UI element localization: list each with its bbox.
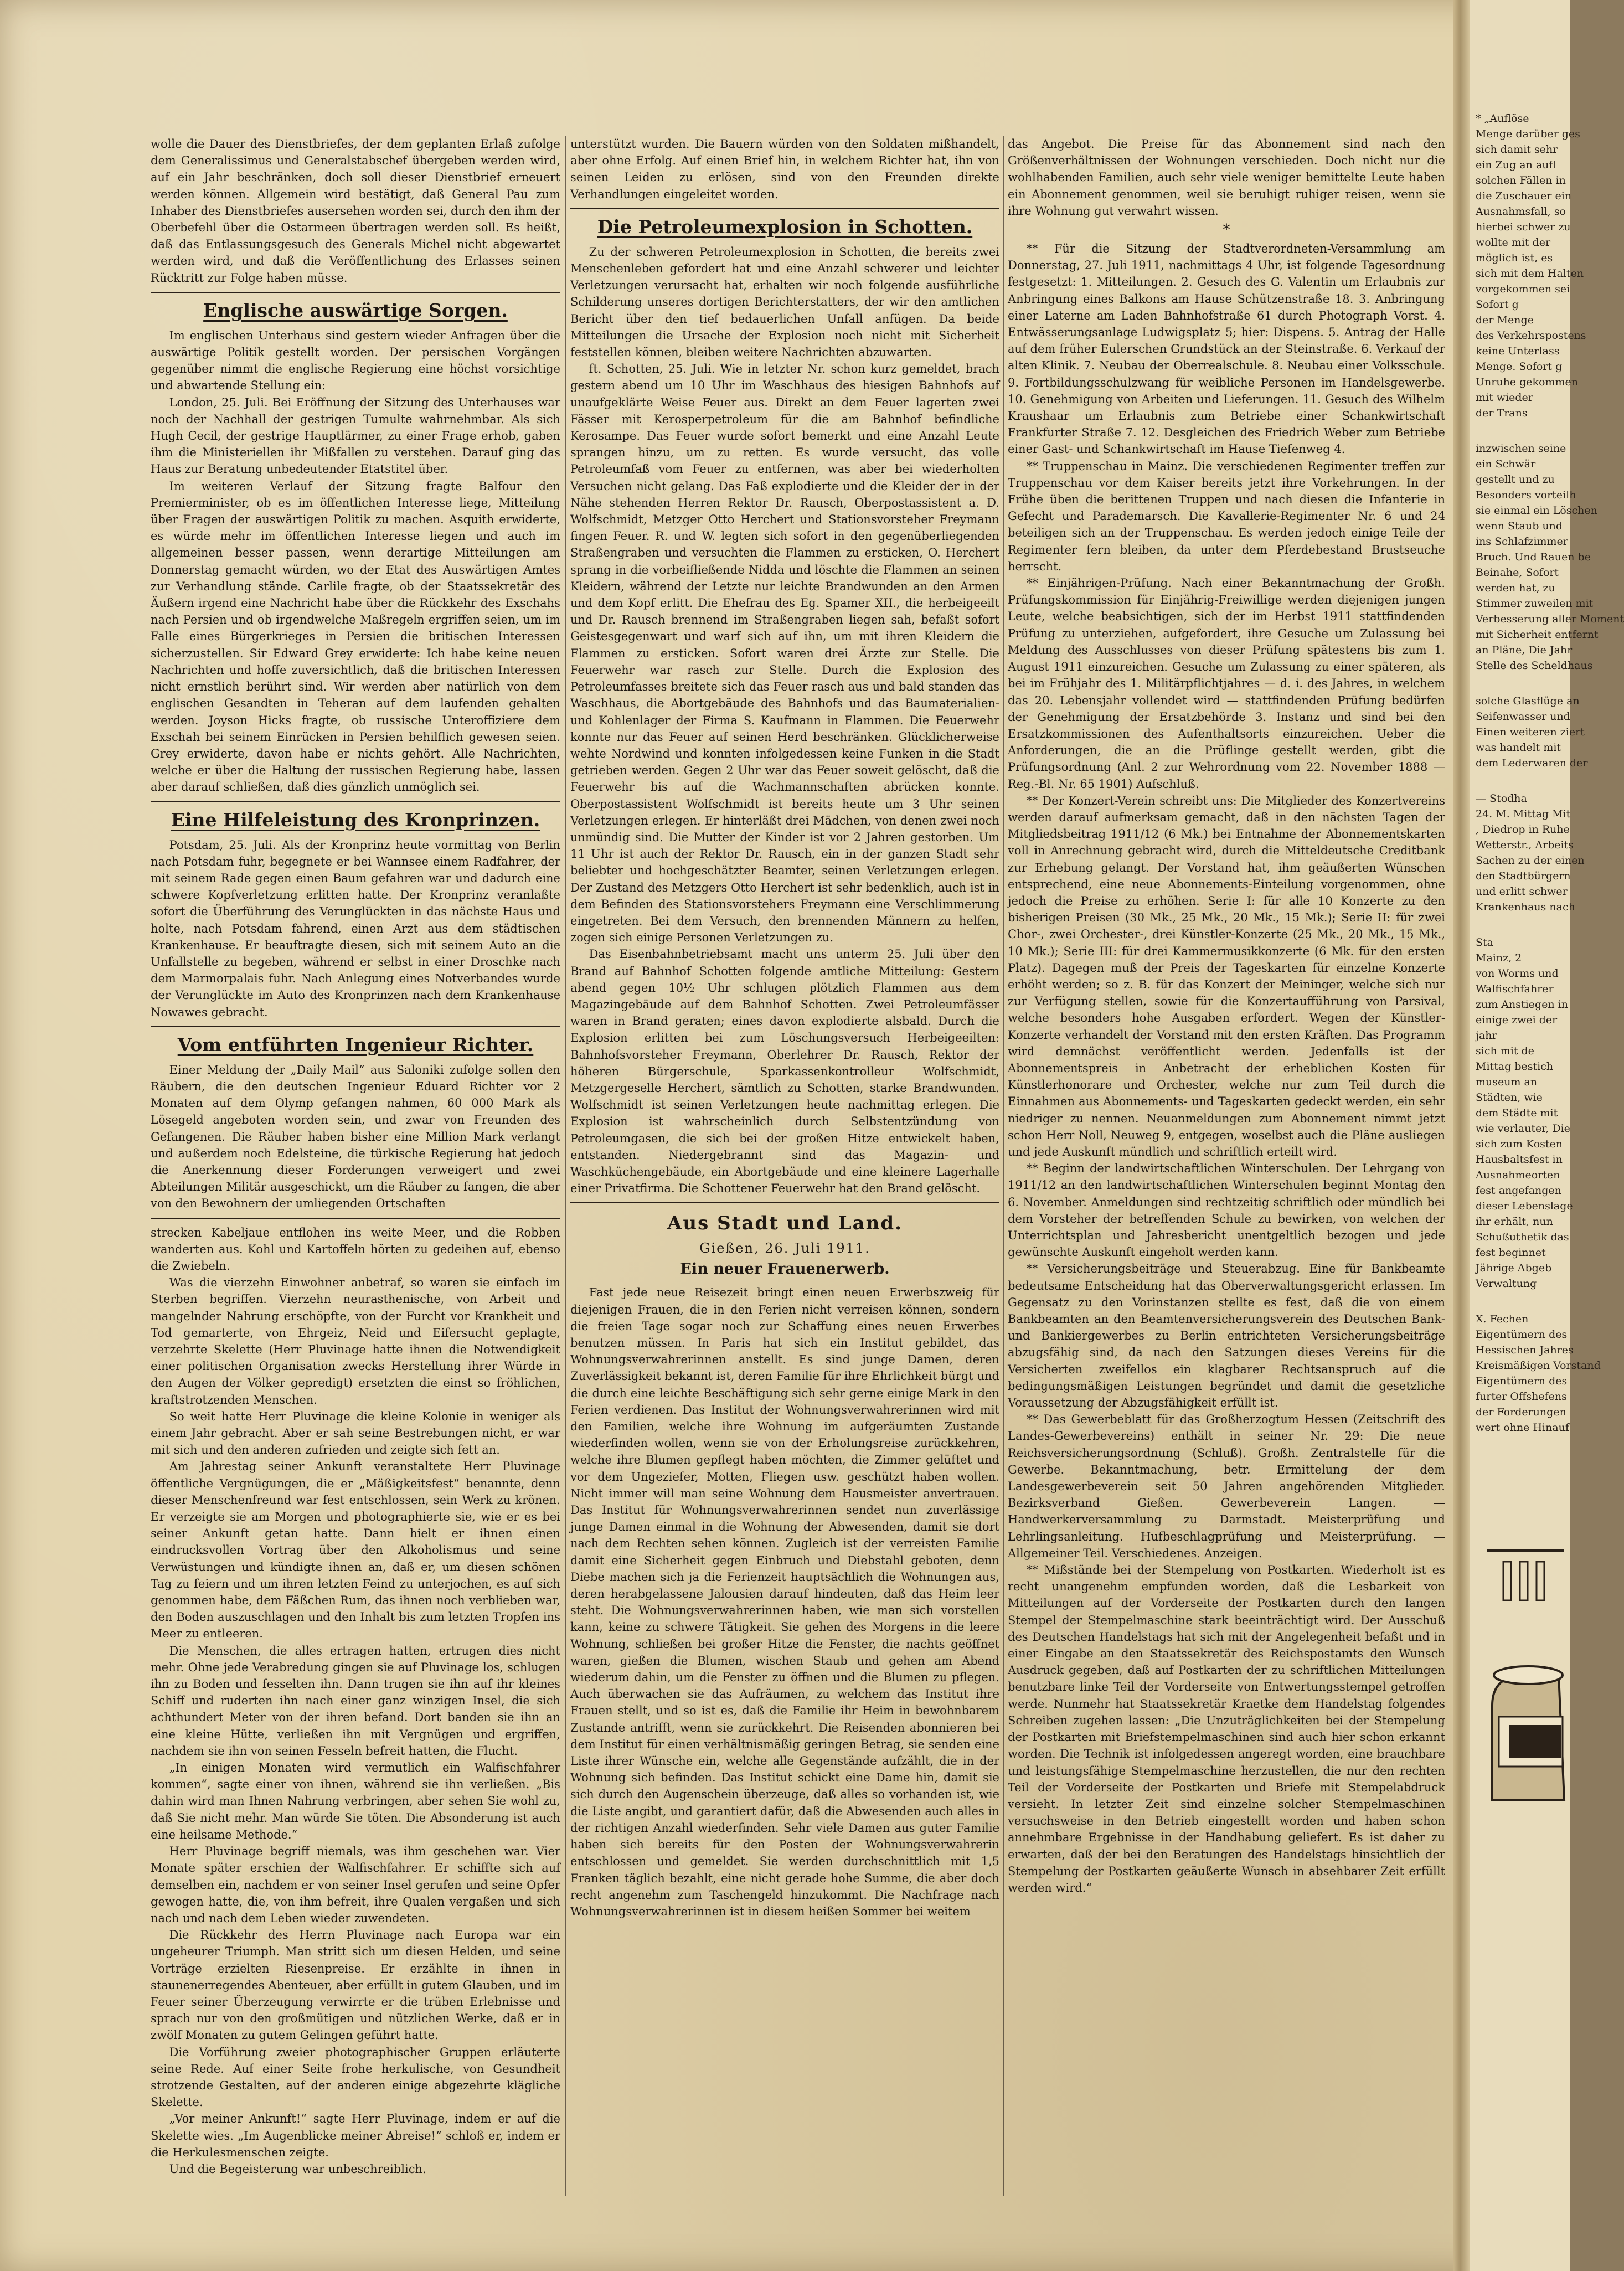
column-3 (1008, 136, 1445, 2196)
headline-englische-sorgen: Englische auswärtige Sorgen. (203, 299, 508, 321)
edge-text-line: der Menge (1476, 314, 1534, 326)
feuilleton-paragraph: Am Jahrestag seiner Ankunft veranstaltete Herr Pluvinage öffentliche Vergnügungen, die er „Mäßigkeitsfest“ benannte, denn dieser Menschenfreund war fest entschlossen, sein Werk zu krönen. Er verzeigte sie am Morgen und photographierte sie, wie er es bei seiner Ankunft getan hatte. Dann hielt er ihnen einen eindrucksvollen Vortrag über den Alkoholismus und seine Verwüstungen und kündigte ihnen an, daß er, um diesen schönen Tag zu feiern und um ihren letzten Feind zu unterjochen, es auf sich genommen habe, dem Fäßchen Rum, das ihnen noch verblieben war, den Boden auszuschlagen und den Inhalt bis zum letzten Tropfen ins Meer zu entleeren. (151, 1460, 560, 1641)
edge-gap (1470, 915, 1570, 935)
edge-text-line: Eigentümern des (1476, 1328, 1568, 1341)
edge-text-line: jahr (1476, 1029, 1497, 1042)
edge-text-line: Städten, wie (1476, 1091, 1543, 1104)
edge-text-line: Krankenhaus nach (1476, 901, 1575, 913)
edge-text-line: Bruch. Und Rauen be (1476, 551, 1591, 563)
edge-text-line: des Verkehrspostens (1476, 329, 1586, 342)
edge-text-line: wie verlauter, Die (1476, 1122, 1570, 1135)
feuilleton-paragraph: Herr Pluvinage begriff niemals, was ihm geschehen war. Vier Monate später erschien der Walfischfahrer. Er schiffte sich auf demselben ein, nachdem er von seiner Insel gerufen und seine Opfer gewogen hatte, die, von ihm befreit, ihre Qualen vergaßen und sich nach und nach dem Leben wieder zuwendeten. (151, 1845, 560, 1925)
edge-text-line: wollte mit der (1476, 236, 1551, 249)
edge-text-line: 24. M. Mittag Mit (1476, 808, 1571, 820)
edge-text-line: die Zuschauer ein (1476, 190, 1572, 202)
article-paragraph: Fast jede neue Reisezeit bringt einen neuen Erwerbszweig für diejenigen Frauen, die in den Ferien nicht verreisen können, sondern die freien Tage sogar noch zur Schaffung eines neuen Erwerbes benutzen müssen. In Paris hat sich ein Institut gebildet, das Wohnungsverwahrerinnen anstellt. Es sind junge Damen, deren Zuverlässigkeit bekannt ist, deren Familie für ihre Ehrlichkeit bürgt und die durch eine leichte Beschäftigung sich sehr gerne einige Mark in den Ferien verdienen. Das Institut der Wohnungsverwahrerinnen wird mit den Familien, welche ihre Wohnung im aufgeräumten Zustande wiederfinden wollen, wenn sie von der Erholungsreise zurückkehren, welche ihre Blumen gepflegt haben möchten, die Zimmer gelüftet und vor dem Ungeziefer, Motten, Fliegen usw. geschützt haben wollen. Nicht immer will man seine Wohnung dem Hausmeister anvertrauen. Das Institut für Wohnungsverwahrerinnen sendet nun zuverlässige junge Damen einmal in die Wohnung der Abwesenden, damit sie dort nach dem Rechten sehen können. Zugleich ist der verreisten Familie damit eine Sicherheit gegen Einbruch und Diebstahl geboten, denn Diebe machen sich ja die Ferienzeit hauptsächlich die Wohnungen aus, deren herabgelassene Jalousien darauf hindeuten, daß das Heim leer steht. Die Wohnungsverwahrerinnen haben, wie man sich vorstellen kann, keine zu schwere Tätigkeit. Sie gehen des Morgens in die leere Wohnung, schließen bei großer Hitze die Fenster, die nachts geöffnet waren, gießen die Blumen, wischen Staub und gehen am Abend wiederum dahin, um die Fenster zu öffnen und die Blumen zu pflegen. Auch überwachen sie das Aufräumen, zu welchem das Institut ihre Frauen stellt, und so ist es, daß die Familie ihr Heim in bewohnbarem Zustande antrifft, wenn sie zurückkehrt. Die Reisenden abonnieren bei dem Institut für einen verhältnismäßig geringen Betrag, sie senden eine Liste ihrer Wünsche ein, welche alle Gegenstände aufzählt, die in der Wohnung sich befinden. Das Institut schickt eine Dame hin, damit sie sich durch den Augenschein überzeuge, daß alles so vorhanden ist, wie die Liste angibt, und garantiert dafür, daß die Abwesenden auch alles in der richtigen Anzahl wiederfinden. Sehr viele Damen aus guter Familie haben sich bereits für den Posten der Wohnungsverwahrerin entschlossen und gemeldet. Sie werden durchschnittlich mit 1,5 Franken täglich bezahlt, eine nicht gerade hohe Summe, die aber doch recht angenehm zum Taschengeld hinzukommt. Die Nachfrage nach Wohnungsverwahrerinnen ist in diesem heißen Sommer bei weitem (570, 1286, 999, 1918)
edge-text-line: Walfischfahrer (1476, 983, 1554, 995)
feuilleton-divider (151, 1218, 560, 1219)
section-star: * (1223, 222, 1230, 239)
edge-text-line: Menge. Sofort g (1476, 361, 1563, 373)
edge-text-line: Menge darüber ges (1476, 128, 1580, 140)
edge-text-line: ein Zug an aufl (1476, 159, 1556, 171)
feuilleton-paragraph: Die Rückkehr des Herrn Pluvinage nach Europa war ein ungeheurer Triumph. Man stritt sich um diesen Helden, und seine Vorträge erzielten Riesenpreise. Er erzählte in ihnen in staunenerregendes Abenteuer, aber erfüllt in gutem Glauben, und im Feuer seiner Überzeugung verwirrte er die trüben Erlebnisse und sprach nur von den großmütigen und nützlichen Werke, daß er in zwölf Monaten zu gutem Gelingen geführt hatte. (151, 1928, 560, 2042)
edge-text-line: Seifenwasser und (1476, 710, 1570, 723)
edge-text-line: an Pläne, Die Jahr (1476, 644, 1573, 656)
headline-hilfeleistung-kronprinz: Eine Hilfeleistung des Kronprinzen. (171, 809, 540, 831)
news-item: ** Der Konzert-Verein schreibt uns: Die Mitglieder des Konzertvereins werden darauf aufmerksam gemacht, daß in den nächsten Tagen der Mitgliedsbeitrag 1911/12 (6 Mk.) bei Entnahme der Abonnementskarten voll in Anrechnung gebracht wird, durch die Mitteldeutsche Creditbank zur Erhebung gelangt. Der Vorstand hat, ihm geäußerten Wünschen entsprechend, eine neue Abonnements-Einteilung vorgenommen, ohne jedoch die Preise zu erhöhen. Serie I: für alle 10 Konzerte zu den bisherigen Preisen (30 Mk., 25 Mk., 20 Mk., 15 Mk.); Serie II: für zwei Chor-, zwei Orchester-, drei Künstler-Konzerte (25 Mk., 20 Mk., 15 Mk., 10 Mk.); Serie III: für drei Kammermusikkonzerte (6 Mk. für den ersten Platz). Dagegen muß der Preis der Tageskarten für einzelne Konzerte erhöht werden; so z. B. für das Konzert der Meininger, welche sich nur zur Verfügung stellen, sowie für die Konzertaufführung von Parsival, welche besonders hohe Ausgaben erfordert. Wegen der Künstler-Konzerte verhandelt der Vorstand mit den ersten Kräften. Das Programm wird demnächst veröffentlicht werden. Jedenfalls ist der Abonnementspreis in Anbetracht der erheblichen Kosten für Künstlerhonorare und Orchester, welche nur zum Teil durch die Einnahmen aus Abonnements- und Tageskarten gedeckt werden, ein sehr niedriger zu nennen. Neuanmeldungen zum Abonnement nimmt jetzt schon Herr Noll, Neuweg 9, entgegen, woselbst auch die Pläne ausliegen und jede Auskunft mündlich und schriftlich erteilt wird. (1008, 794, 1445, 1158)
edge-text-line: Sofort g (1476, 298, 1519, 311)
edge-text-line: möglich ist, es (1476, 252, 1553, 264)
edge-text-line: mit wieder (1476, 392, 1533, 404)
feuilleton-paragraph: „In einigen Monaten wird vermutlich ein Walfischfahrer kommen“, sagte einer von ihnen, während sie ihn verließen. „Bis dahin wird man Ihnen Nahrung verbringen, aber sehen Sie wohl zu, daß Sie nicht mehr. Man würde Sie töten. Die Absonderung ist auch eine heilsame Methode.“ (151, 1761, 560, 1841)
edge-text-line: Kreismäßigen Vorstand (1476, 1359, 1601, 1372)
edge-text-line: der Trans (1476, 407, 1528, 419)
section-title-stadt-und-land: Aus Stadt und Land. (667, 1212, 903, 1235)
feuilleton-paragraph: Die Menschen, die alles ertragen hatten, ertrugen dies nicht mehr. Ohne jede Verabredung gingen sie auf Pluvinage los, schlugen ihn zu Boden und fesselten ihn. Dann trugen sie ihn auf ihr kleines Schiff und ruderten ihn nach einer ganz winzigen Insel, die sich achthundert Meter von der ihren befand. Dort banden sie ihn an eine kleine Hütte, verließen ihn mit Vergnügen und ergriffen, nachdem sie ihn von seinen Fesseln befreit hatten, die Flucht. (151, 1644, 560, 1758)
edge-text-line: dieser Lebenslage (1476, 1200, 1573, 1212)
edge-gap (1470, 421, 1570, 441)
edge-text-line: Stelle des Scheldhaus (1476, 660, 1593, 672)
edge-text-line: Hessischen Jahres (1476, 1344, 1574, 1356)
article-paragraph: Potsdam, 25. Juli. Als der Kronprinz heute vormittag von Berlin nach Potsdam fuhr, begegnete er bei Wannsee einem Radfahrer, der mit seinem Rade gegen einen Baum gefahren war und dadurch eine schwere Kopfverletzung erlitten hatte. Der Kronprinz veranlaßte sofort die Überführung des Verunglückten in das nächste Haus und holte, nach Potsdam fahrend, einen Arzt aus dem städtischen Krankenhause. Er beauftragte diesen, sich mit seinem Auto an die Unfallstelle zu begeben, während er selbst in einer Droschke nach dem Marmorpalais fuhr. Nach Anlegung eines Notverbandes wurde der Verunglückte im Auto des Kronprinzen nach dem Krankenhause Nowawes gebracht. (151, 838, 560, 1019)
edge-text-line: — Stodha (1476, 792, 1527, 805)
news-item: ** Beginn der landwirtschaftlichen Winterschulen. Der Lehrgang von 1911/12 an den landwirtschaftlichen Winterschulen beginnt Montag den 6. November. Anmeldungen sind rechtzeitig schriftlich oder mündlich bei dem Vorsteher der betreffenden Schule zu bewirken, von welchen der Unterrichtsplan und Jahresbericht unentgeltlich bezogen und jede gewünschte Auskunft eingeholt werden kann. (1008, 1162, 1445, 1259)
edge-text-line: Verwaltung (1476, 1278, 1537, 1290)
article-paragraph: ft. Schotten, 25. Juli. Wie in letzter Nr. schon kurz gemeldet, brach gestern abend um 10 Uhr im Waschhaus des hiesigen Bahnhofs auf unaufgeklärte Weise Feuer aus. Direkt an dem Feuer lagerten zwei Fässer mit Kerosperpetroleum für die am Bahnhof befindliche Kerosampe. Das Feuer wurde sofort bemerkt und eine Anzahl Leute sprangen hinzu, um zu retten. Es wurde versucht, das volle Petroleumfaß vom Feuer zu entfernen, was aber bei wiederholten Versuchen nicht gelang. Das Faß explodierte und die Kleider der in der Nähe stehenden Herren Rektor Dr. Rausch, Oberpostassistent a. D. Wolfschmidt, Metzger Otto Herchert und Stationsvorsteher Freymann fingen Feuer. R. und W. legten sich sofort in den gegenüberliegenden Straßengraben und versuchten die Flammen zu ersticken, O. Herchert sprang in die vorbeifließende Nidda und löschte die Flammen an seinen Kleidern, während der Letzte nur leichte Brandwunden an den Armen und dem Kopf erlitt. Die Ehefrau des Eg. Spamer XII., die herbeigeeilt und Dr. Rausch brennend im Straßengraben liegen sah, befaßt sofort Geistesgegenwart und warf sich auf ihn, um mit ihren Kleidern die Flammen zu ersticken. Sofort waren drei Ärzte zur Stelle. Die Feuerwehr war rasch zur Stelle. Durch die Explosion des Petroleumfasses breitete sich das Feuer rasch aus und bald standen das Waschhaus, die Abortgebäude des Bahnhofs und das Baumaterialien- und Kohlenlager der Firma S. Kaufmann in Flammen. Die Feuerwehr konnte nur das Feuer auf seinen Herd beschränken. Glücklicherweise wehte Nordwind und konnten infolgedessen keine Funken in die Stadt getrieben werden. Gegen 2 Uhr war das Feuer soweit gelöscht, daß die Feuerwehr bis auf die Wachmannschaften abrücken konnte. Oberpostassistent Wolfschmidt ist bereits heute um 3 Uhr seinen Verletzungen erlegen. Er hinterläßt drei Mädchen, von denen zwei noch unmündig sind. Die Mutter der Kinder ist vor 2 Jahren gestorben. Um 11 Uhr ist auch der Rektor Dr. Rausch, ein in der ganzen Stadt sehr beliebter und hochgeschätzter Beamter, seinen Verletzungen erlegen. Der Zustand des Metzgers Otto Herchert ist sehr bedenklich, auch ist in dem Befinden des Stationsvorstehers Freymann eine Verschlimmerung eingetreten. Bei dem Versuch, den brennenden Männern zu helfen, zogen sich einige Personen Verletzungen zu. (570, 362, 999, 945)
edge-text-line: museum an (1476, 1076, 1538, 1088)
edge-text-line: ihr erhält, nun (1476, 1216, 1553, 1228)
feuilleton-paragraph: Und die Begeisterung war unbeschreiblich. (169, 2162, 426, 2176)
edge-text-line: Mainz, 2 (1476, 952, 1522, 964)
edge-text-line: solche Glasflüge an (1476, 695, 1580, 707)
edge-text-line: sie einmal ein Löschen (1476, 504, 1597, 517)
headline-ingenieur-richter: Vom entführten Ingenieur Richter. (177, 1033, 534, 1055)
edge-text-line: Hausbaltsfest in (1476, 1153, 1563, 1166)
edge-text-line: Wetterstr., Arbeits (1476, 839, 1574, 851)
article-paragraph: Im weiteren Verlauf der Sitzung fragte Balfour den Premierminister, ob es im öffentlichen Interesse liege, Mitteilung über Fragen der auswärtigen Politik zu machen. Asquith erwiderte, es würde mehr im öffentlichen Interesse liegen und auch im allgemeinen besser passen, wenn derartige Mitteilungen am Donnerstag gemacht würden, wo der Etat des Auswärtigen Amtes zur Verhandlung stände. Carlile fragte, ob der Staatssekretär des Äußern irgend eine Nachricht habe über die Rückkehr des Exschahs nach Persien und ob irgendwelche Maßregeln ergriffen seien, um im Falle eines Bürgerkrieges in Persien die britischen Interessen sicherzustellen. Sir Edward Grey erwiderte: Ich habe keine neuen Nachrichten und hoffe zuversichtlich, daß die britischen Interessen nicht ernstlich berührt sind. Wir werden aber natürlich von dem englischen Gesandten in Teheran auf dem laufenden gehalten werden. Joyson Hicks fragte, ob russische Unteroffiziere dem Exschah bei seinem Einrücken in Persien behilflich gewesen seien. Grey erwiderte, davon habe er nichts gehört. Alle Nachrichten, welche er über die Haltung der russischen Regierung habe, lassen aber darauf schließen, daß dies gänzlich unmöglich sei. (151, 479, 560, 794)
edge-text-line: Verbesserung aller Moment (1476, 613, 1624, 625)
edge-text-line: ein Schwär (1476, 458, 1536, 470)
edge-text-line: gestellt und zu (1476, 473, 1555, 486)
feuilleton-paragraph: „Vor meiner Ankunft!“ sagte Herr Pluvinage, indem er auf die Skelette wies. „Im Augenblicke meiner Abreise!“ schloß er, indem er die Herkulesmenschen zeigte. (151, 2112, 560, 2159)
divider (151, 1026, 560, 1027)
edge-text-line: Ausnahmsfall, so (1476, 205, 1566, 218)
edge-text-line: von Worms und (1476, 967, 1559, 980)
edge-text-line: Mittag bestich (1476, 1060, 1554, 1073)
headline-frauenerwerb: Ein neuer Frauenerwerb. (680, 1260, 890, 1278)
edge-text-line: fest angefangen (1476, 1185, 1561, 1197)
edge-text-line: dem Städte mit (1476, 1107, 1558, 1119)
dateline: Gießen, 26. Juli 1911. (699, 1240, 870, 1256)
column-1-intro: wolle die Dauer des Dienstbriefes, der dem geplanten Erlaß zufolge dem Generalissimus und Generalstabschef übergeben werden wird, auf ein Jahr beschränken, doch soll dieser Dienstbrief erneuert werden können. Allgemein wird bestätigt, daß General Pau zum Inhaber des Dienstbriefes ausersehen worden sei, durch den ihm der Oberbefehl über die Ostarmeen übertragen werden soll. Es heißt, daß das Entlassungsgesuch des Generals Michel nicht abgewartet werden wird, und daß die Veröffentlichung des Erlasses seinen Rücktritt zur Folge haben müsse. (151, 137, 560, 285)
edge-text-line: sich damit sehr (1476, 143, 1558, 156)
edge-text-line: sich zum Kosten (1476, 1138, 1563, 1150)
edge-text-line: inzwischen seine (1476, 442, 1566, 455)
advertisement-illustration (1481, 1539, 1567, 1800)
edge-text-line: zum Anstiegen in (1476, 998, 1568, 1011)
edge-text-line: Sachen zu der einen (1476, 854, 1585, 867)
article-paragraph: Im englischen Unterhaus sind gestern wieder Anfragen über die auswärtige Politik gestellt worden. Der persischen Vorgängen gegenüber nimmt die englische Regierung eine höchst vorsichtige und abwartende Stellung ein: (151, 328, 560, 393)
news-item: ** Das Gewerbeblatt für das Großherzogtum Hessen (Zeitschrift des Landes-Gewerbevereins) enthält in seiner Nr. 29: Die neue Reichsversicherungsordnung (Schluß). Großh. Zentralstelle für die Gewerbe. Bekanntmachung, betr. Ermittelung der dem Landesgewerbeverein seit 50 Jahren angehörenden Mitglieder. Bezirksverband Gießen. Gewerbeverein Langen. — Handwerkerversammlung zu Darmstadt. Meisterprüfung und Lehrlingsanleitung. Hufbeschlagprüfung und Meisterprüfung. — Allgemeiner Teil. Verschiedenes. Anzeigen. (1008, 1413, 1445, 1560)
edge-gap (1470, 673, 1570, 693)
edge-text-line: Sta (1476, 936, 1493, 949)
news-item: ** Versicherungsbeiträge und Steuerabzug. Eine für Bankbeamte bedeutsame Entscheidung hat das Oberverwaltungsgericht erlassen. Im Gegensatz zu den Vorinstanzen stellte es fest, daß die von einem Bankbeamten an den Beamtenversicherungsverein des Deutschen Bank- und Bankiergewerbes zu Berlin entrichteten Versicherungsbeiträge abzugsfähig sind, da nach den Satzungen dieses Vereins für die Versicherten zweifellos ein klagbarer Rechtsanspruch auf die bedingungsmäßigen Leistungen begründet und damit die gesetzliche Voraussetzung der Abzugsfähigkeit erfüllt ist. (1008, 1262, 1445, 1410)
edge-text-line: einige zwei der (1476, 1014, 1558, 1026)
edge-text-line: werden hat, zu (1476, 582, 1555, 594)
edge-top-margin (1470, 0, 1570, 111)
divider (570, 208, 999, 209)
news-item: ** Truppenschau in Mainz. Die verschiedenen Regimenter treffen zur Truppenschau vor dem Kaiser bereits jetzt ihre Vorkehrungen. In der Frühe üben die berittenen Truppen und nach diesen die Infanterie in Gefecht und Parademarsch. Die Kavallerie-Regimenter Nr. 6 und 24 beteiligen sich an der Truppenschau. Es werden jedoch einige Teile der Regimenter fern bleiben, da unter dem Pferdebestand Brustseuche herrscht. (1008, 459, 1445, 573)
adjacent-page-edge (1470, 0, 1624, 2271)
edge-text-line: Eigentümern des (1476, 1375, 1568, 1387)
edge-text-line: solchen Fällen in (1476, 174, 1566, 187)
column-3-intro: das Angebot. Die Preise für das Abonnement sind nach den Größenverhältnissen der Wohnungen verschieden. Doch nicht nur die wohlhabenden Familien, auch sehr viele weniger bemittelte Leute haben ein Abonnement genommen, weil sie beruhigt ruhiger reisen, wenn sie ihre Wohnung gut verwahrt wissen. (1008, 137, 1445, 218)
edge-text-line: Stimmer zuweilen mit (1476, 598, 1594, 610)
edge-text-line: Einen weiteren ziert (1476, 726, 1585, 738)
feuilleton-paragraph: So weit hatte Herr Pluvinage die kleine Kolonie in weniger als einem Jahr gebracht. Aber er sah seine Bestrebungen nicht, er war mit sich und den anderen zufrieden und zeigte sich fett an. (151, 1409, 560, 1457)
edge-text-line: Jährige Abgeb (1476, 1262, 1552, 1274)
feuilleton-paragraph: Was die vierzehn Einwohner anbetraf, so waren sie einfach im Sterben begriffen. Vierzehn neurasthenische, von Arbeit und mangelnder Nahrung erschöpfte, von der Furcht vor Krankheit und Tod gemarterte, von Ehrgeiz, Neid und Eifersucht geplagte, verzehrte Skelette (Herr Pluvinage hatte ihnen die Notwendigkeit einer politischen Organisation zwecks Herstellung ihrer Würde in den Augen der Völker gepredigt) ersetzten die einst so fröhlichen, kraftstrotzenden Menschen. (151, 1276, 560, 1407)
edge-text-line: vorgekommen sei (1476, 283, 1570, 295)
edge-text-line: keine Unterlass (1476, 345, 1560, 357)
edge-text-line: X. Fechen (1476, 1313, 1529, 1325)
edge-text-line: was handelt mit (1476, 741, 1561, 754)
edge-text-line: Unruhe gekommen (1476, 376, 1578, 388)
column-2 (570, 136, 999, 2196)
edge-gap (1470, 1291, 1570, 1311)
adjacent-page-text (1470, 0, 1624, 1435)
edge-text-line: dem Lederwaren der (1476, 757, 1588, 769)
column-2-intro: unterstützt wurden. Die Bauern würden von den Soldaten mißhandelt, aber ohne Erfolg. Auf einen Brief hin, in welchem Richter hat, ihn von seinen Leiden zu erlösen, sind von den Freunden direkte Verhandlungen eingeleitet worden. (570, 137, 999, 201)
headline-petroleumexplosion: Die Petroleumexplosion in Schotten. (597, 215, 973, 238)
article-paragraph: Einer Meldung der „Daily Mail“ aus Saloniki zufolge sollen den Räubern, die den deutschen Ingenieur Eduard Richter vor 2 Monaten auf dem Olymp gefangen nahmen, 60 000 Mark als Lösegeld angeboten worden sein, und zwar von Freunden des Gefangenen. Die Räuber haben bisher eine Million Mark verlangt und außerdem noch Edelsteine, die türkische Regierung hat jedoch die Anerkennung dieser Forderungen verweigert und zwei Abteilungen Militär ausgeschickt, um die Räuber zu fangen, die aber von den Bewohnern der umliegenden Ortschaften (151, 1063, 560, 1211)
edge-text-line: sich mit dem Halten (1476, 267, 1584, 280)
edge-text-line: ins Schlafzimmer (1476, 535, 1568, 548)
article-paragraph: Das Eisenbahnbetriebsamt macht uns unterm 25. Juli über den Brand auf Bahnhof Schotten folgende amtliche Mitteilung: Gestern abend gegen 10½ Uhr schlugen plötzlich Flammen aus dem Magazingebäude auf dem Bahnhof Schotten. Zwei Petroleumfässer waren in Brand geraten; eines davon explodierte alsbald. Durch die Explosion erlitten bei zum Löschungsversuch Herbeigeeilten: Bahnhofsvorsteher Freymann, Oberlehrer Dr. Rausch, Rektor der höheren Bürgerschule, Sparkassenkontrolleur Wolfschmidt, Metzgergeselle Herchert, sämtlich zu Schotten, starke Brandwunden. Wolfschmidt ist seinen Verletzungen heute nachmittag erlegen. Die Explosion ist wahrscheinlich durch Selbstentzündung von Petroleumgasen, die sich bei der großen Hitze entwickelt haben, entstanden. Niedergebrannt sind das Magazin- und Waschküchengebäude, ein Abortgebäude und eine kleinere Lagerhalle einer Privatfirma. Die Schottener Feuerwehr hat den Brand gelöscht. (570, 947, 999, 1196)
edge-text-line: mit Sicherheit entfernt (1476, 629, 1599, 641)
feuilleton-paragraph: Die Vorführung zweier photographischer Gruppen erläuterte seine Rede. Auf einer Seite frohe herkulische, von Gesundheit strotzende Gestalten, auf der anderen einige abgezehrte klägliche Skelette. (151, 2045, 560, 2109)
edge-text-line: wert ohne Hinauf (1476, 1422, 1569, 1434)
column-rule (1003, 136, 1004, 2196)
edge-text-line: Schußuthetik das (1476, 1231, 1569, 1243)
edge-text-line: den Stadtbürgern (1476, 870, 1571, 882)
news-item: ** Einjährigen-Prüfung. Nach einer Bekanntmachung der Großh. Prüfungskommission für Einjährig-Freiwillige werden diejenigen jungen Leute, welche beabsichtigen, sich der im Herbst 1911 stattfindenden Prüfung zu unterziehen, aufgefordert, ihre Gesuche um Zulassung bei Meldung des Ausschlusses von dieser Prüfung spätestens bis zum 1. August 1911 einzureichen. Gesuche um Zulassung zu einer späteren, als bei im Frühjahr des 1. Militärpflichtjahres — d. i. des Jahres, in welchem das 20. Lebensjahr vollendet wird — stattfindenden Prüfung bedürfen der Genehmigung der Ersatzbehörde 3. Instanz und sind bei den Ersatzkommissionen des Aufenthaltsorts einzureichen. Ueber die Anforderungen, die an die Prüflinge gestellt werden, gibt die Prüfungsordnung (Anl. 2 zur Wehrordnung vom 22. November 1888 — Reg.-Bl. Nr. 65 1901) Aufschluß. (1008, 576, 1445, 791)
news-item: ** Mißstände bei der Stempelung von Postkarten. Wiederholt ist es recht unangenehm empfunden worden, daß die Lesbarkeit von Mitteilungen auf der Vorderseite der Postkarten durch den langen Stempel der Stempelmaschine stark beeinträchtigt wird. Der Ausschuß des Deutschen Handelstags hat sich mit der Angelegenheit befaßt und in einer Eingabe an den Staatssekretär des Reichspostamts den Wunsch Ausdruck gegeben, daß auf Postkarten der zu schriftlichen Mitteilungen benutzbare linke Teil der Vorderseite von Entwertungsstempel getroffen werde. Nunmehr hat Staatssekretär Kraetke dem Handelstag folgendes Schreiben zugehen lassen: „Die Unzuträglichkeiten bei der Stempelung der Postkarten mit Briefstempelmaschinen sind auch hier schon erkannt worden. Die Technik ist infolgedessen angeregt worden, eine brauchbare und leistungsfähige Stempelmaschine herzustellen, die nur den rechten Teil der Vorderseite der Postkarten und Briefe mit Stempelabdruck versieht. In letzter Zeit sind einzelne solcher Stempelmaschinen versuchsweise in den Betrieb eingestellt worden und haben schon annehmbare Ergebnisse in der Handhabung geliefert. Es ist daher zu erwarten, daß der bei den Beratungen des Handelstags hinsichtlich der Stempelung der Postkarten geäußerte Wunsch in absehbarer Zeit erfüllt werden wird.“ (1008, 1563, 1445, 1894)
edge-text-line: furter Offshefens (1476, 1391, 1567, 1403)
edge-text-line: sich mit de (1476, 1045, 1534, 1057)
article-paragraph: London, 25. Juli. Bei Eröffnung der Sitzung des Unterhauses war noch der Nachhall der gestrigen Tumulte wahrnehmbar. Als sich Hugh Cecil, der gestrige Hauptlärmer, zu einer Frage erhob, gaben ihm die Ministeriellen ihr Mißfallen zu verstehen. Darauf ging das Haus zur Beratung unbedeutender Etatstitel über. (151, 395, 560, 476)
news-item: ** Für die Sitzung der Stadtverordneten-Versammlung am Donnerstag, 27. Juli 1911, nachmittags 4 Uhr, ist folgende Tagesordnung festgesetzt: 1. Mitteilungen. 2. Gesuch des G. Valentin um Erlaubnis zur Anbringung eines Balkons am Hause Schützenstraße 18. 3. Anbringung einer Laterne am Laden Bahnhofstraße 61 durch Photograph Vorst. 4. Entwässerungsanlage Ludwigsplatz 5; hier: Dispens. 5. Antrag der Halle auf dem früher Eulerschen Grundstück an der Steinstraße. 6. Verkauf der alten Klinik. 7. Neubau der Oberrealschule. 8. Neubau einer Volksschule. 9. Fortbildungsschulzwang für weibliche Personen im Handelsgewerbe. 10. Genehmigung von Arbeiten und Lieferungen. 11. Gesuch des Wilhelm Kraushaar um Erlaubnis zum Betriebe einer Schankwirtschaft Frankfurter Straße 7. 12. Desgleichen des Friedrich Weber zum Betriebe einer Gast- und Schankwirtschaft im Hause Tiefenweg 4. (1008, 242, 1445, 456)
edge-text-line: und erlitt schwer (1476, 885, 1568, 898)
edge-text-line: , Diedrop in Ruhe (1476, 823, 1570, 836)
column-rule (565, 136, 566, 2196)
edge-text-line: wenn Staub und (1476, 520, 1563, 532)
divider (570, 1202, 999, 1203)
edge-text-line: Beinahe, Sofort (1476, 567, 1559, 579)
edge-text-line: der Forderungen (1476, 1406, 1566, 1418)
article-paragraph: Zu der schweren Petroleumexplosion in Schotten, die bereits zwei Menschenleben gefordert hat und eine Anzahl schwerer und leichter Verletzungen verursacht hat, erhalten wir noch folgende ausführliche Schilderung unseres dortigen Berichterstatters, der wir den amtlichen Bericht über den tief bedauerlichen Unfall anfügen. Da beide Mitteilungen die Ursache der Explosion noch nicht mit Sicherheit feststellen können, bleiben weitere Nachrichten abzuwarten. (570, 245, 999, 359)
divider (151, 292, 560, 293)
edge-text-line: Ausnahmeorten (1476, 1169, 1560, 1181)
column-1 (151, 136, 560, 2196)
edge-text-line: hierbei schwer zu (1476, 221, 1571, 233)
edge-gap (1470, 771, 1570, 791)
divider (151, 801, 560, 802)
edge-text-line: fest beginnet (1476, 1247, 1546, 1259)
edge-text-line: Besonders vorteilh (1476, 489, 1576, 501)
book-gutter (1453, 0, 1470, 2271)
feuilleton-paragraph: strecken Kabeljaue entflohen ins weite Meer, und die Robben wanderten aus. Kohl und Kartoffeln hörten zu gedeihen auf, ebenso die Zwiebeln. (151, 1225, 560, 1273)
edge-text-line: * „Auflöse (1476, 112, 1529, 125)
